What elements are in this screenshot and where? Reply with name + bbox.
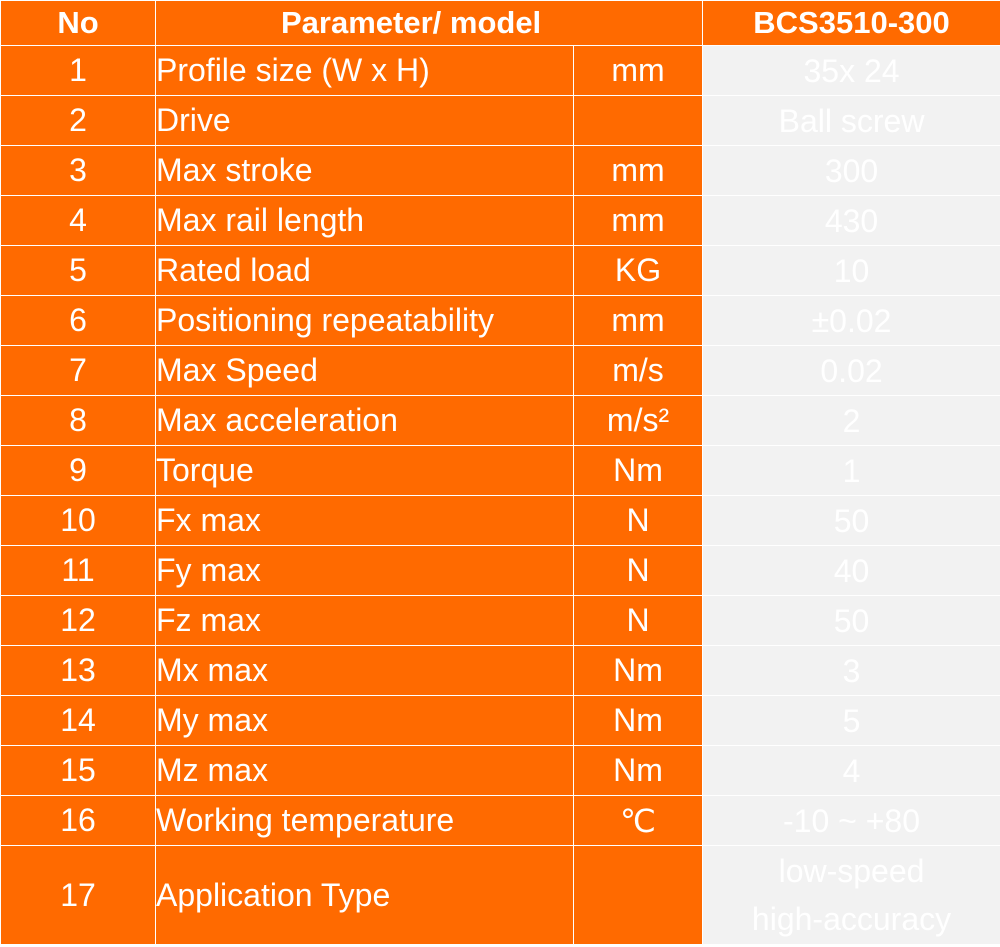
row-no: 9 xyxy=(1,446,156,496)
row-value: 40 xyxy=(703,546,1000,596)
row-no: 8 xyxy=(1,396,156,446)
row-no: 15 xyxy=(1,746,156,796)
row-unit: m/s xyxy=(574,346,703,396)
row-unit: N xyxy=(574,596,703,646)
row-unit: mm xyxy=(574,296,703,346)
row-unit: N xyxy=(574,546,703,596)
table-row xyxy=(1,446,1000,496)
row-value: 5 xyxy=(703,696,1000,746)
row-value: 50 xyxy=(703,496,1000,546)
row-no: 6 xyxy=(1,296,156,346)
row-parameter: Max stroke xyxy=(156,146,574,196)
row-value-line-2: high-accuracy xyxy=(751,901,952,937)
row-parameter: Profile size (W x H) xyxy=(156,46,574,96)
row-value: 430 xyxy=(703,196,1000,246)
row-parameter: Rated load xyxy=(156,246,574,296)
row-unit: Nm xyxy=(574,696,703,746)
row-unit: Nm xyxy=(574,646,703,696)
table-row xyxy=(1,696,1000,746)
row-unit: mm xyxy=(574,146,703,196)
row-no: 1 xyxy=(1,46,156,96)
row-no: 12 xyxy=(1,596,156,646)
row-no: 14 xyxy=(1,696,156,746)
row-parameter: Mz max xyxy=(156,746,574,796)
table-row xyxy=(1,346,1000,396)
table-row xyxy=(1,646,1000,696)
row-no: 2 xyxy=(1,96,156,146)
row-unit xyxy=(574,96,703,146)
row-no: 13 xyxy=(1,646,156,696)
row-no: 7 xyxy=(1,346,156,396)
row-no: 11 xyxy=(1,546,156,596)
row-parameter: Mx max xyxy=(156,646,574,696)
table-row xyxy=(1,246,1000,296)
row-value: 1 xyxy=(703,446,1000,496)
row-parameter: Max rail length xyxy=(156,196,574,246)
row-parameter: Max Speed xyxy=(156,346,574,396)
row-value: 3 xyxy=(703,646,1000,696)
row-parameter: Fy max xyxy=(156,546,574,596)
row-parameter: Positioning repeatability xyxy=(156,296,574,346)
row-parameter: Max acceleration xyxy=(156,396,574,446)
table-row xyxy=(1,146,1000,196)
row-unit: Nm xyxy=(574,746,703,796)
table-header-row xyxy=(1,1,1000,46)
table-row xyxy=(1,846,1000,945)
row-unit: Nm xyxy=(574,446,703,496)
row-value: 2 xyxy=(703,396,1000,446)
table-row xyxy=(1,196,1000,246)
table-row xyxy=(1,596,1000,646)
row-value xyxy=(703,846,1000,945)
row-value-line-1: low-speed xyxy=(778,853,925,889)
row-value: 300 xyxy=(703,146,1000,196)
row-value: 50 xyxy=(703,596,1000,646)
table-row xyxy=(1,796,1000,846)
row-no: 4 xyxy=(1,196,156,246)
row-value: -10 ~ +80 xyxy=(703,796,1000,846)
row-parameter: My max xyxy=(156,696,574,746)
row-unit xyxy=(574,846,703,945)
header-parameter: Parameter/ model xyxy=(156,1,703,46)
row-unit: mm xyxy=(574,46,703,96)
row-parameter: Drive xyxy=(156,96,574,146)
row-unit: ℃ xyxy=(574,796,703,846)
row-parameter: Fz max xyxy=(156,596,574,646)
row-value: Ball screw xyxy=(703,96,1000,146)
row-no: 10 xyxy=(1,496,156,546)
table-row xyxy=(1,746,1000,796)
row-no: 3 xyxy=(1,146,156,196)
header-model: BCS3510-300 xyxy=(703,1,1000,46)
row-parameter: Torque xyxy=(156,446,574,496)
table-row xyxy=(1,496,1000,546)
table-row xyxy=(1,296,1000,346)
row-unit: m/s² xyxy=(574,396,703,446)
row-no: 17 xyxy=(1,846,156,945)
row-parameter: Application Type xyxy=(156,846,574,945)
row-value: 0.02 xyxy=(703,346,1000,396)
row-value: 4 xyxy=(703,746,1000,796)
row-unit: N xyxy=(574,496,703,546)
row-no: 5 xyxy=(1,246,156,296)
table-row xyxy=(1,46,1000,96)
row-parameter: Working temperature xyxy=(156,796,574,846)
row-value: ±0.02 xyxy=(703,296,1000,346)
row-value: 10 xyxy=(703,246,1000,296)
table-row xyxy=(1,96,1000,146)
table-row xyxy=(1,546,1000,596)
header-no: No xyxy=(1,1,156,46)
row-unit: mm xyxy=(574,196,703,246)
row-unit: KG xyxy=(574,246,703,296)
row-no: 16 xyxy=(1,796,156,846)
table-row xyxy=(1,396,1000,446)
row-value: 35x 24 xyxy=(703,46,1000,96)
row-parameter: Fx max xyxy=(156,496,574,546)
